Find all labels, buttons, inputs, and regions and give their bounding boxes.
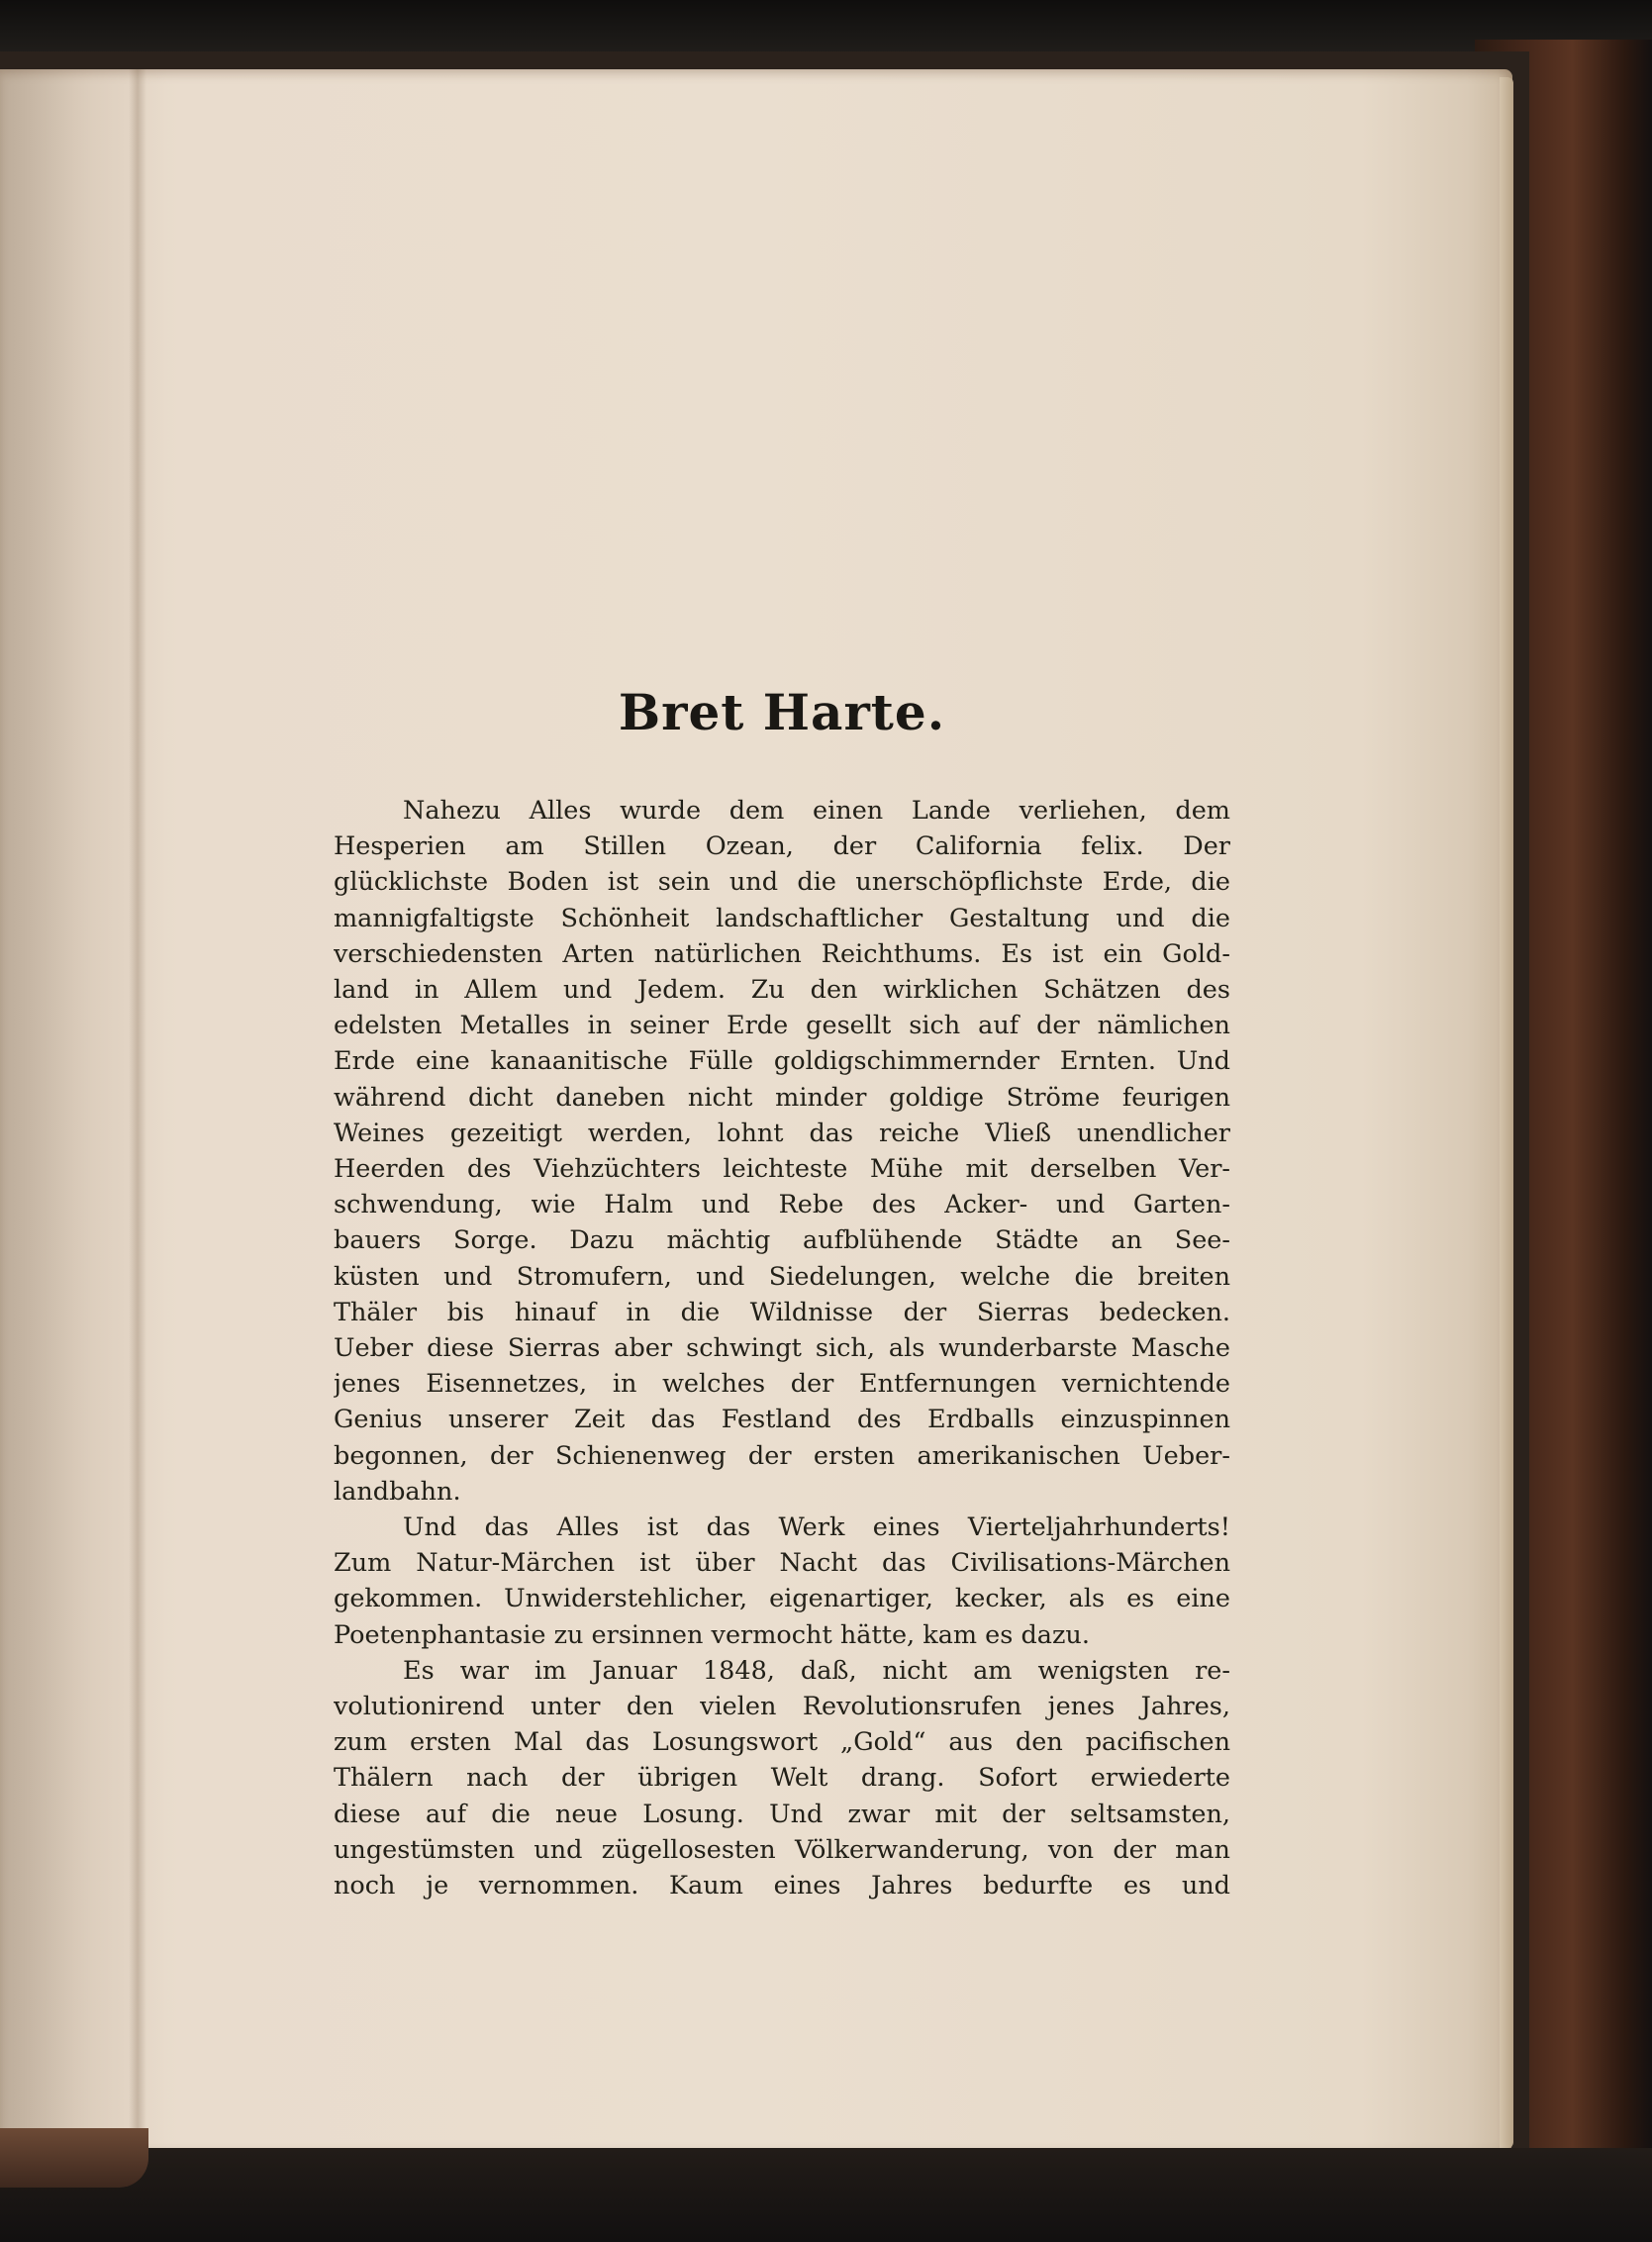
text-line: glücklichste Boden ist sein und die unerschöpflichste Erde, die [334, 867, 1230, 898]
text-line: bauers Sorge. Dazu mächtig aufblühende Städte an See- [334, 1225, 1230, 1256]
body-text [334, 793, 1230, 1903]
text-line: Thäler bis hinauf in die Wildnisse der Sierras bedecken. [334, 1297, 1230, 1327]
text-line: begonnen, der Schienenweg der ersten amerikanischen Ueber- [334, 1440, 1230, 1471]
text-line: diese auf die neue Losung. Und zwar mit der seltsamsten, [334, 1799, 1230, 1829]
text-line: Nahezu Alles wurde dem einen Lande verliehen, dem [403, 796, 1230, 826]
page-crease [129, 69, 146, 2153]
page-edge [1500, 77, 1513, 2148]
text-line: landbahn. [334, 1476, 461, 1507]
text-line: zum ersten Mal das Losungswort „Gold“ aus den pacifischen [334, 1727, 1230, 1758]
text-line: küsten und Stromufern, und Siedelungen, welche die breiten [334, 1261, 1230, 1292]
text-line: Weines gezeitigt werden, lohnt das reiche Vließ unendlicher [334, 1118, 1230, 1148]
background-bottom [0, 2148, 1652, 2242]
text-line: Erde eine kanaanitische Fülle goldigschimmernder Ernten. Und [334, 1046, 1230, 1077]
text-line: Und das Alles ist das Werk eines Vierteljahrhunderts! [403, 1512, 1230, 1543]
background-top [0, 0, 1652, 59]
page-content [334, 683, 1230, 1903]
text-line: verschiedensten Arten natürlichen Reichthums. Es ist ein Gold- [334, 938, 1230, 969]
text-line: land in Allem und Jedem. Zu den wirklichen Schätzen des [334, 975, 1230, 1006]
text-line: Zum Natur-Märchen ist über Nacht das Civilisations-Märchen [334, 1548, 1230, 1579]
text-line: Heerden des Viehzüchters leichteste Mühe mit derselben Ver- [334, 1154, 1230, 1185]
text-line: Hesperien am Stillen Ozean, der California felix. Der [334, 831, 1230, 862]
text-line: mannigfaltigste Schönheit landschaftlicher Gestaltung und die [334, 903, 1230, 933]
text-line: während dicht daneben nicht minder goldige Ströme feurigen [334, 1082, 1230, 1113]
text-line: schwendung, wie Halm und Rebe des Acker- und Garten- [334, 1190, 1230, 1220]
text-line: volutionirend unter den vielen Revolutionsrufen jenes Jahres, [334, 1692, 1230, 1722]
page-title: Bret Harte. [618, 683, 946, 741]
spine-corner [0, 2128, 148, 2188]
text-line: Poetenphantasie zu ersinnen vermocht hätte, kam es dazu. [334, 1619, 1090, 1650]
text-line: Es war im Januar 1848, daß, nicht am wenigsten re- [403, 1655, 1230, 1686]
text-line: jenes Eisennetzes, in welches der Entfernungen vernichtende [334, 1369, 1230, 1400]
text-line: Thälern nach der übrigen Welt drang. Sofort erwiederte [334, 1763, 1230, 1794]
text-line: ungestümsten und zügellosesten Völkerwanderung, von der man [334, 1834, 1230, 1865]
text-line: edelsten Metalles in seiner Erde gesellt sich auf der nämlichen [334, 1011, 1230, 1041]
text-line: Ueber diese Sierras aber schwingt sich, als wunderbarste Masche [334, 1333, 1230, 1364]
text-line: gekommen. Unwiderstehlicher, eigenartiger, kecker, als es eine [334, 1584, 1230, 1614]
text-line: noch je vernommen. Kaum eines Jahres bedurfte es und [334, 1871, 1230, 1901]
text-line: Genius unserer Zeit das Festland des Erdballs einzuspinnen [334, 1405, 1230, 1435]
